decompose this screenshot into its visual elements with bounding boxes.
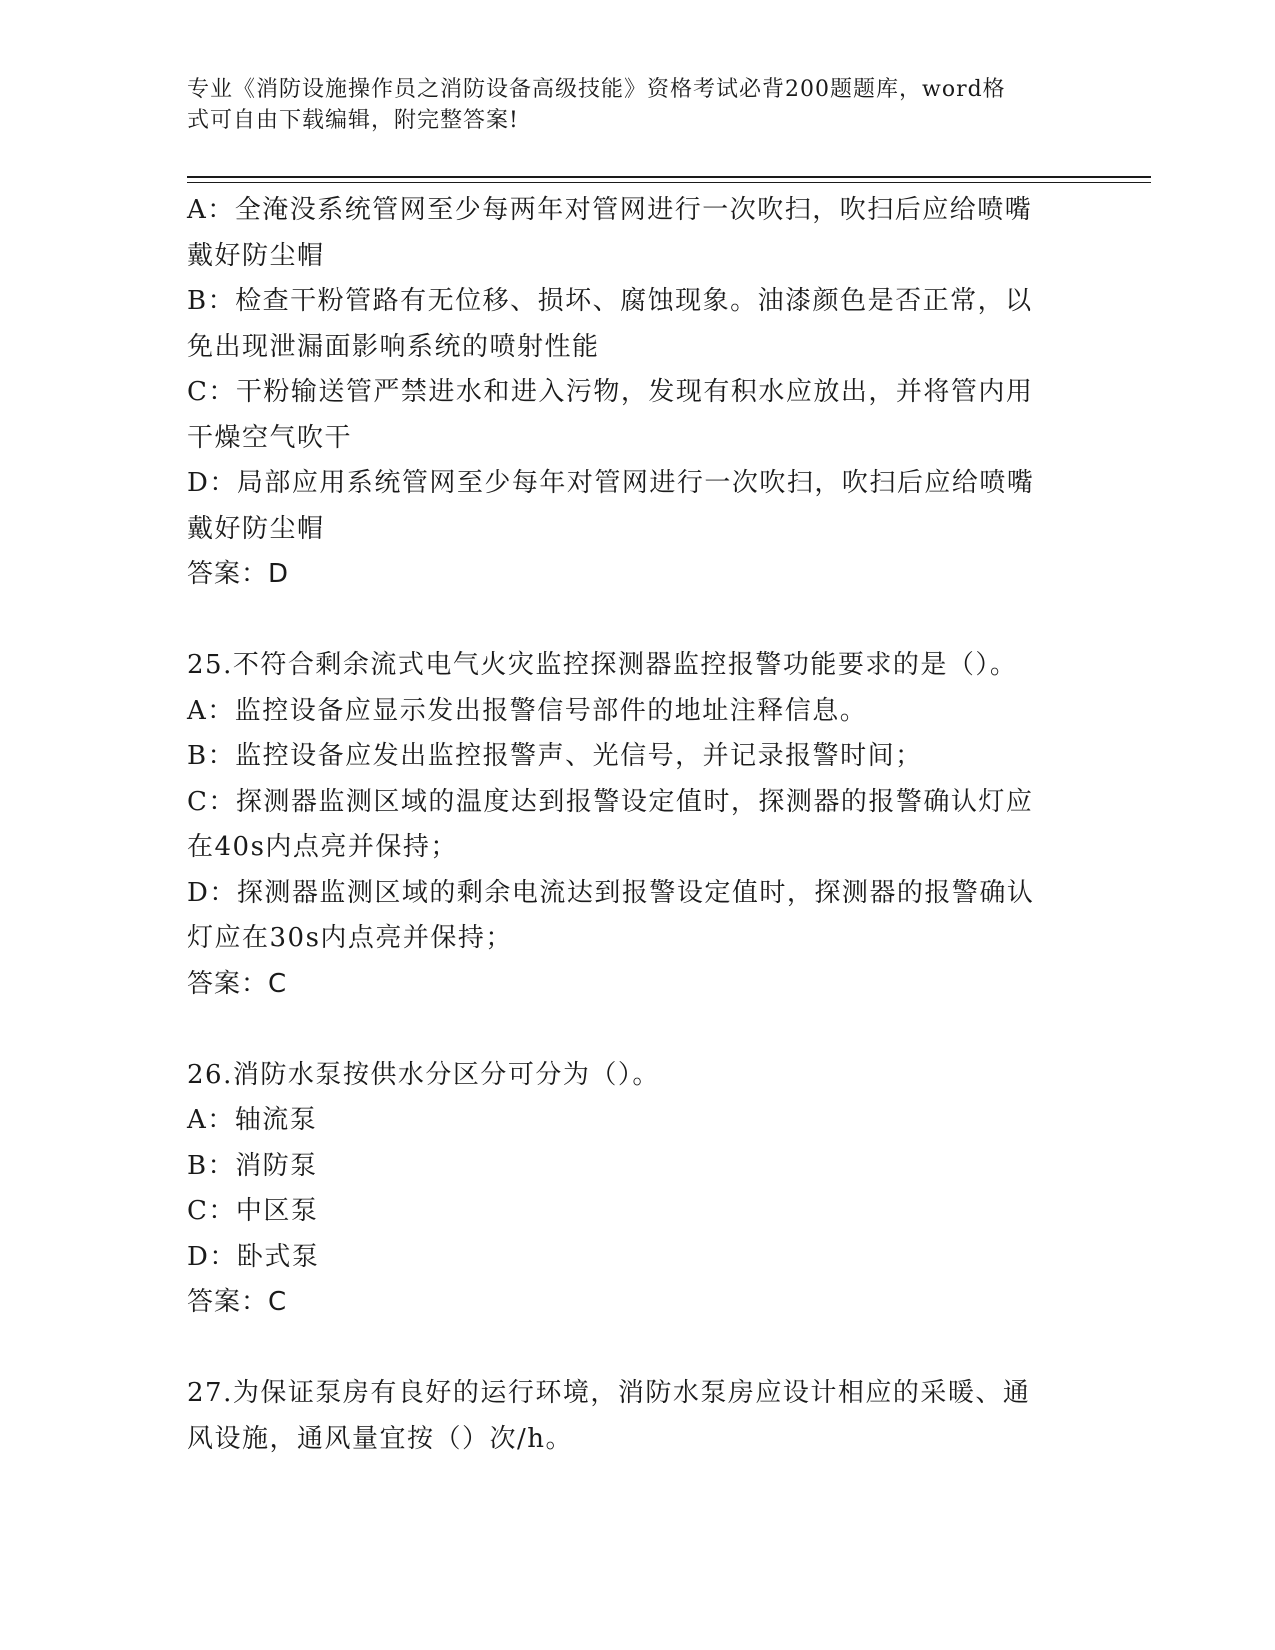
question-24-block	[187, 188, 1077, 598]
q26-option-d: D：卧式泵	[187, 1241, 320, 1272]
spacer	[187, 1326, 1077, 1372]
q26-question: 26.消防水泵按供水分区分可分为（）。	[187, 1059, 660, 1090]
header-rule-thick	[187, 176, 1151, 178]
q25-option-b: B：监控设备应发出监控报警声、光信号，并记录报警时间；	[187, 741, 923, 771]
document-header	[187, 74, 1067, 136]
q24-option-a-line-1: A：全淹没系统管网至少每两年对管网进行一次吹扫，吹扫后应给喷嘴	[187, 195, 1033, 225]
q25-answer: 答案：C	[187, 968, 288, 999]
question-25-block	[187, 643, 1077, 1007]
q25-option-c-line-1: C：探测器监测区域的温度达到报警设定值时，探测器的报警确认灯应	[187, 786, 1034, 817]
question-26-block	[187, 1053, 1077, 1326]
q26-option-b: B：消防泵	[187, 1150, 318, 1181]
header-line-1: 专业《消防设施操作员之消防设备高级技能》资格考试必背200题题库，word格	[187, 77, 1006, 102]
header-rule-thin	[187, 182, 1151, 183]
q25-option-d-line-2: 灯应在30s内点亮并保持；	[187, 923, 513, 953]
q24-option-d-line-2: 戴好防尘帽	[187, 513, 325, 544]
q24-option-c-line-2: 干燥空气吹干	[187, 422, 353, 453]
q25-option-c-line-2: 在40s内点亮并保持；	[187, 832, 458, 862]
question-27-block	[187, 1371, 1077, 1462]
spacer	[187, 1007, 1077, 1053]
q24-option-b-line-1: B：检查干粉管路有无位移、损坏、腐蚀现象。油漆颜色是否正常，以	[187, 286, 1033, 316]
spacer	[187, 598, 1077, 644]
q25-option-d-line-1: D：探测器监测区域的剩余电流达到报警设定值时，探测器的报警确认	[187, 877, 1035, 908]
q27-question-line-2: 风设施，通风量宜按（）次/h。	[187, 1423, 574, 1454]
q26-option-a: A：轴流泵	[187, 1105, 318, 1135]
q26-answer: 答案：C	[187, 1287, 288, 1317]
question-list	[187, 188, 1077, 1462]
header-line-2: 式可自由下载编辑，附完整答案!	[187, 108, 519, 133]
q24-option-d-line-1: D：局部应用系统管网至少每年对管网进行一次吹扫，吹扫后应给喷嘴	[187, 468, 1035, 498]
q27-question-line-1: 27.为保证泵房有良好的运行环境，消防水泵房应设计相应的采暖、通	[187, 1378, 1031, 1408]
q24-option-c-line-1: C：干粉输送管严禁进水和进入污物，发现有积水应放出，并将管内用	[187, 377, 1034, 407]
q24-option-b-line-2: 免出现泄漏面影响系统的喷射性能	[187, 331, 600, 362]
q24-option-a-line-2: 戴好防尘帽	[187, 240, 325, 271]
q25-question: 25.不符合剩余流式电气火灾监控探测器监控报警功能要求的是（）。	[187, 650, 1018, 680]
q25-option-a: A：监控设备应显示发出报警信号部件的地址注释信息。	[187, 695, 868, 726]
q26-option-c: C：中区泵	[187, 1196, 319, 1226]
q24-answer: 答案：D	[187, 559, 290, 589]
